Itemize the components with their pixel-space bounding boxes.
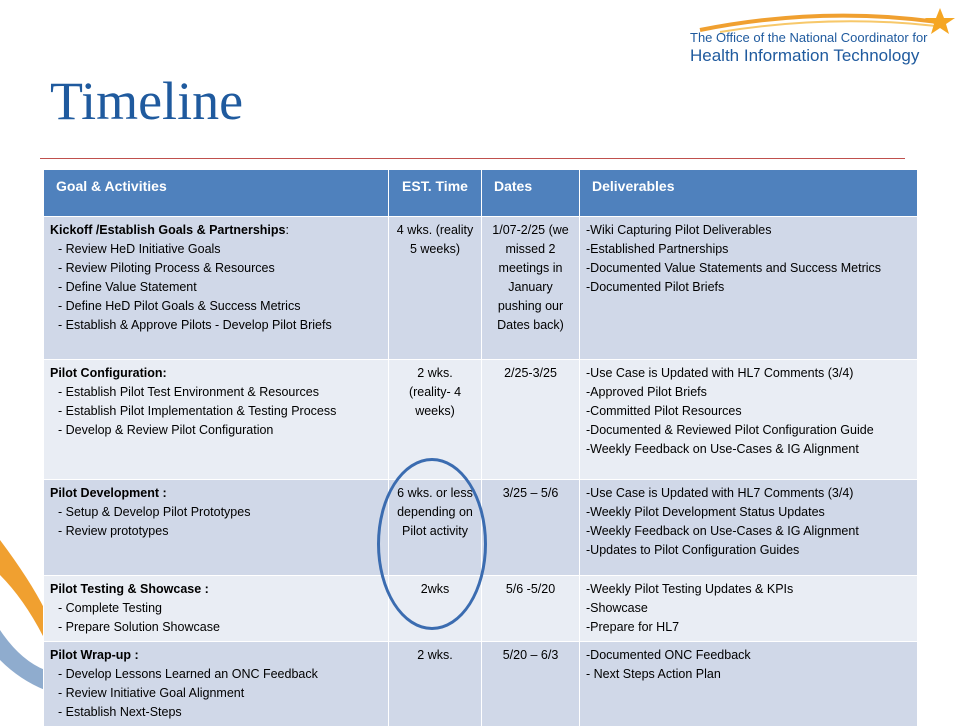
activity-item: - Establish & Approve Pilots - Develop Pilot Briefs bbox=[58, 317, 332, 332]
dates-cell: 3/25 – 5/6 bbox=[482, 479, 580, 575]
deliverable-item: -Documented & Reviewed Pilot Configuration Guide bbox=[586, 422, 874, 437]
slide-title: Timeline bbox=[50, 71, 244, 131]
goal-title: Pilot Wrap-up : bbox=[50, 647, 139, 662]
goal-cell bbox=[44, 575, 389, 641]
table-header-row bbox=[44, 170, 917, 216]
activity-item: - Review Initiative Goal Alignment bbox=[58, 685, 245, 700]
time-cell: 6 wks. or less depending on Pilot activity bbox=[389, 479, 482, 575]
deliverable-item: -Wiki Capturing Pilot Deliverables bbox=[586, 222, 772, 237]
logo-line1: The Office of the National Coordinator for bbox=[690, 30, 928, 45]
activity-item: - Establish Pilot Implementation & Testing Process bbox=[58, 403, 337, 418]
activity-item: - Establish Pilot Test Environment & Resources bbox=[58, 384, 319, 399]
title-rule bbox=[40, 158, 905, 159]
time-cell: 2 wks. (reality- 4 weeks) bbox=[389, 359, 482, 479]
table-row bbox=[44, 216, 917, 359]
goal-title: Pilot Development : bbox=[50, 485, 167, 500]
activity-item: - Review Piloting Process & Resources bbox=[58, 260, 275, 275]
header-deliverables: Deliverables bbox=[580, 170, 917, 216]
deliverables-cell bbox=[580, 216, 917, 359]
deliverables-cell bbox=[580, 359, 917, 479]
activity-item: - Complete Testing bbox=[58, 600, 162, 615]
dates-cell: 2/25-3/25 bbox=[482, 359, 580, 479]
goal-cell bbox=[44, 641, 389, 726]
activity-item: - Establish Next-Steps bbox=[58, 704, 182, 719]
deliverable-item: -Use Case is Updated with HL7 Comments (3/4) bbox=[586, 485, 854, 500]
activity-item: - Prepare Solution Showcase bbox=[58, 619, 220, 634]
time-cell: 2wks bbox=[389, 575, 482, 641]
deliverable-item: -Established Partnerships bbox=[586, 241, 729, 256]
table-row bbox=[44, 359, 917, 479]
deliverable-item: -Weekly Feedback on Use-Cases & IG Alignment bbox=[586, 441, 859, 456]
time-cell: 2 wks. bbox=[389, 641, 482, 726]
deliverable-item: - Next Steps Action Plan bbox=[586, 666, 721, 681]
deliverable-item: -Documented Pilot Briefs bbox=[586, 279, 725, 294]
activity-item: - Define HeD Pilot Goals & Success Metrics bbox=[58, 298, 301, 313]
deliverable-item: -Weekly Feedback on Use-Cases & IG Alignment bbox=[586, 523, 859, 538]
deliverables-cell bbox=[580, 575, 917, 641]
deliverable-item: -Weekly Pilot Development Status Updates bbox=[586, 504, 825, 519]
time-cell: 4 wks. (reality 5 weeks) bbox=[389, 216, 482, 359]
goal-cell bbox=[44, 216, 389, 359]
onc-logo bbox=[690, 8, 955, 70]
deliverable-item: -Updates to Pilot Configuration Guides bbox=[586, 542, 800, 557]
activity-item: - Develop & Review Pilot Configuration bbox=[58, 422, 274, 437]
goal-title: Pilot Configuration: bbox=[50, 365, 167, 380]
deliverable-item: -Documented ONC Feedback bbox=[586, 647, 751, 662]
deliverable-item: -Approved Pilot Briefs bbox=[586, 384, 707, 399]
header-dates: Dates bbox=[482, 170, 580, 216]
header-time: EST. Time bbox=[389, 170, 482, 216]
dates-cell: 5/20 – 6/3 bbox=[482, 641, 580, 726]
goal-title: Pilot Testing & Showcase : bbox=[50, 581, 209, 596]
activity-item: - Define Value Statement bbox=[58, 279, 197, 294]
deliverable-item: -Weekly Pilot Testing Updates & KPIs bbox=[586, 581, 794, 596]
activity-item: - Review HeD Initiative Goals bbox=[58, 241, 221, 256]
activity-item: - Setup & Develop Pilot Prototypes bbox=[58, 504, 251, 519]
table-row bbox=[44, 575, 917, 641]
dates-cell: 5/6 -5/20 bbox=[482, 575, 580, 641]
table-row bbox=[44, 479, 917, 575]
table-row bbox=[44, 641, 917, 726]
goal-title: Kickoff /Establish Goals & Partnerships bbox=[50, 222, 286, 237]
deliverable-item: -Use Case is Updated with HL7 Comments (3/4) bbox=[586, 365, 854, 380]
deliverable-item: -Documented Value Statements and Success Metrics bbox=[586, 260, 882, 275]
timeline-table bbox=[43, 170, 917, 726]
goal-cell bbox=[44, 359, 389, 479]
logo-line2: Health Information Technology bbox=[690, 46, 920, 65]
deliverable-item: -Prepare for HL7 bbox=[586, 619, 680, 634]
star-icon bbox=[925, 8, 955, 34]
deliverables-cell bbox=[580, 479, 917, 575]
header-goal: Goal & Activities bbox=[44, 170, 389, 216]
activity-item: - Develop Lessons Learned an ONC Feedback bbox=[58, 666, 318, 681]
activity-item: - Review prototypes bbox=[58, 523, 169, 538]
decorative-swoosh-icon bbox=[0, 520, 45, 720]
deliverable-item: -Committed Pilot Resources bbox=[586, 403, 742, 418]
deliverables-cell bbox=[580, 641, 917, 726]
goal-suffix: : bbox=[285, 222, 289, 237]
goal-cell bbox=[44, 479, 389, 575]
deliverable-item: -Showcase bbox=[586, 600, 648, 615]
dates-cell: 1/07-2/25 (we missed 2 meetings in January pushing our Dates back) bbox=[482, 216, 580, 359]
